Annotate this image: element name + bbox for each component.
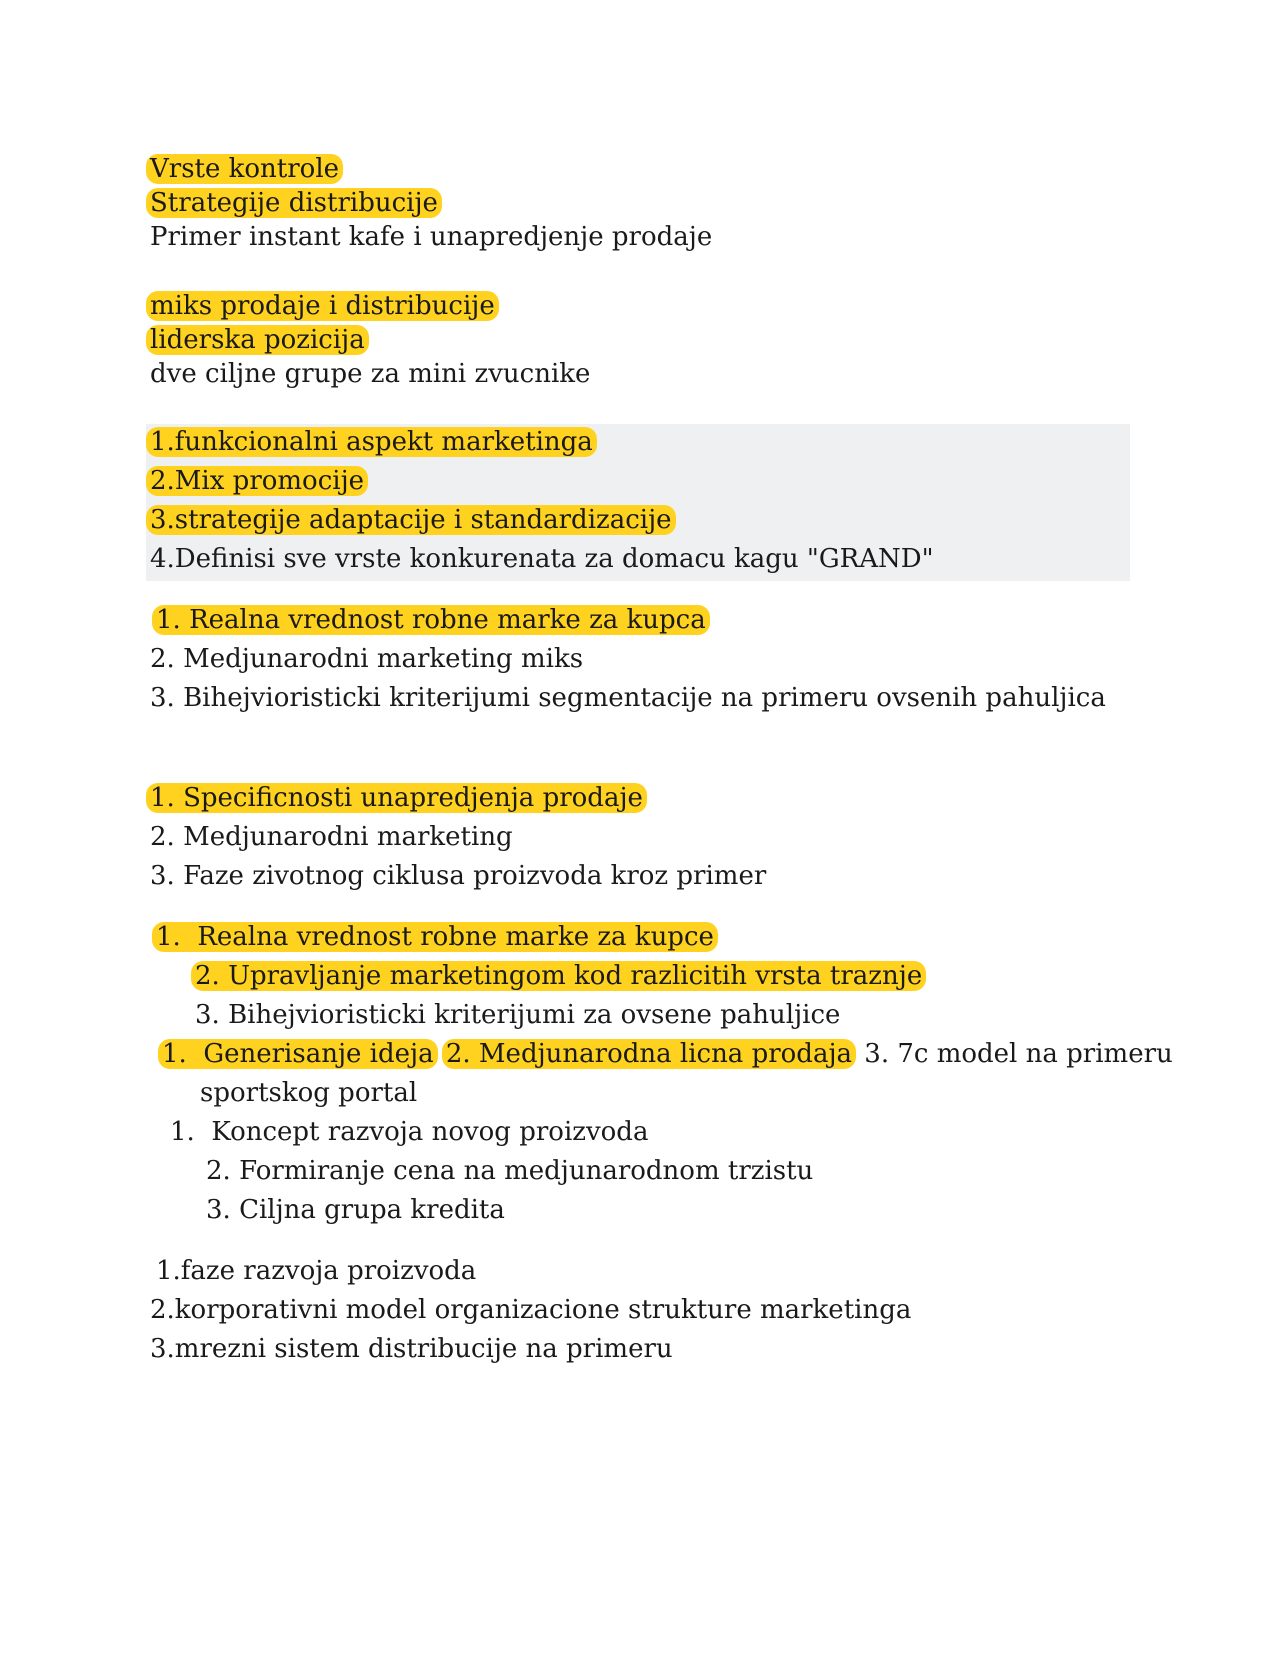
topic-mrezni-sistem: 3.mrezni sistem distribucije na primeru [150,1334,673,1364]
topic-strategije-adaptacije [150,503,676,537]
highlight: Strategije distribucije [146,188,442,218]
topic-primer-instant-kafe: Primer instant kafe i unapredjenje prodaje [150,222,713,252]
highlight: 2. Medjunarodna licna prodaja [442,1039,856,1069]
highlight: 3.strategije adaptacije i standardizacije [146,505,676,535]
highlight [152,922,718,952]
highlight: miks prodaje i distribucije [146,291,499,321]
topic-faze-razvoja: 1.faze razvoja proizvoda [156,1256,477,1286]
highlight [158,1039,438,1069]
topic-strategije-distribucije [150,186,442,220]
highlight: 1. Specificnosti unapredjenja prodaje [146,783,647,813]
topic-koncept-razvoja [170,1115,648,1149]
list-text: Generisanje ideja [203,1039,434,1069]
topic-ciljne-grupe: dve ciljne grupe za mini zvucnike [150,359,591,389]
topic-sportskog-portal: sportskog portal [200,1078,418,1108]
topic-realna-vrednost-kupca [156,603,710,637]
topic-korporativni-model: 2.korporativni model organizacione strukture marketinga [150,1295,912,1325]
topic-specificnosti-unapredjenja [150,781,647,815]
highlight: Vrste kontrole [146,154,343,184]
topic-mix-promocije [150,464,368,498]
highlight: 1.funkcionalni aspekt marketinga [146,427,597,457]
list-text: Realna vrednost robne marke za kupce [197,922,714,952]
topic-ciljna-grupa-kredita: 3. Ciljna grupa kredita [206,1195,505,1225]
topic-miks-prodaje [150,289,499,323]
topic-funkcionalni-aspekt [150,425,597,459]
list-number: 1. [156,922,181,952]
list-text: Koncept razvoja novog proizvoda [211,1117,649,1147]
list-text: 3. 7c model na primeru [864,1039,1173,1069]
topic-liderska-pozicija [150,323,369,357]
topic-formiranje-cena: 2. Formiranje cena na medjunarodnom trzistu [206,1156,814,1186]
topic-realna-vrednost-kupce [156,920,718,954]
list-number: 1. [162,1039,187,1069]
topic-vrste-kontrole [150,152,343,186]
topic-medjunarodni-marketing-miks: 2. Medjunarodni marketing miks [150,644,584,674]
topic-bihejvioristicki-ovsene: 3. Bihejvioristicki kriterijumi za ovsene pahuljice [195,1000,841,1030]
highlight: liderska pozicija [146,325,369,355]
topic-faze-zivotnog-ciklusa: 3. Faze zivotnog ciklusa proizvoda kroz primer [150,861,767,891]
highlight: 2. Upravljanje marketingom kod razlicitih vrsta traznje [191,961,926,991]
list-number: 1. [170,1117,195,1147]
topic-medjunarodni-marketing: 2. Medjunarodni marketing [150,822,513,852]
highlight: 2.Mix promocije [146,466,368,496]
topic-generisanje-ideja-row [162,1037,1173,1071]
highlight: 1. Realna vrednost robne marke za kupca [152,605,710,635]
topic-upravljanje-marketingom [195,959,926,993]
topic-bihejvioristicki-kriterijumi: 3. Bihejvioristicki kriterijumi segmentacije na primeru ovsenih pahuljica [150,683,1106,713]
topic-konkurenti-grand: 4.Definisi sve vrste konkurenata za domacu kagu "GRAND" [150,544,934,574]
